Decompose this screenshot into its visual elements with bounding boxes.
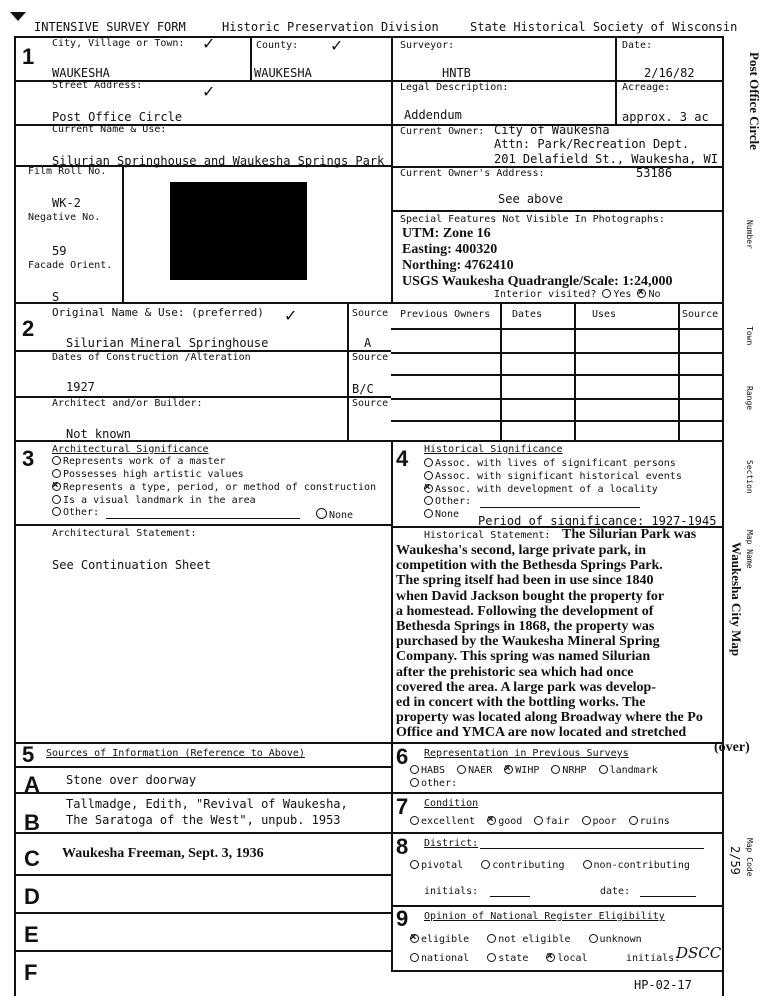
radio-local[interactable] <box>546 953 555 962</box>
district-initials-label: initials: <box>424 886 479 897</box>
source-header: Source <box>682 309 719 320</box>
radio-wihp[interactable] <box>504 765 513 774</box>
legal-label: Legal Description: <box>400 82 509 93</box>
dates-construction-value: 1927 <box>66 380 95 394</box>
street-label: Street Address: <box>52 80 143 91</box>
street-value: Post Office Circle <box>52 110 183 124</box>
acreage-value: approx. 3 ac <box>622 110 709 124</box>
radio-state[interactable] <box>487 953 496 962</box>
source-2: B/C <box>352 382 374 396</box>
side-range-label: Range <box>745 386 754 411</box>
negative-label: Negative No. <box>28 212 101 223</box>
district-options: pivotal contributing non-contributing <box>410 860 690 871</box>
surveyor-value: HNTB <box>442 66 471 80</box>
radio-ruins[interactable] <box>629 816 638 825</box>
hist-statement-line: Office and YMCA are now located and stretched <box>396 725 687 741</box>
hist-statement-line: when David Jackson bought the property for <box>396 588 665 604</box>
radio-events[interactable] <box>424 471 433 480</box>
surveys-other: other: <box>410 778 457 789</box>
source-label: Source <box>352 308 389 319</box>
radio-noncontributing[interactable] <box>583 860 592 869</box>
source-letter-f: F <box>24 960 38 985</box>
arch-option: Possesses high artistic values <box>52 469 244 480</box>
section-6-number: 6 <box>396 744 409 769</box>
surveys-options: HABS NAER × WIHP NRHP landmark <box>410 765 658 776</box>
radio-landmark[interactable] <box>599 765 608 774</box>
check-mark-icon: ✓ <box>202 34 216 53</box>
society: State Historical Society of Wisconsin <box>470 20 738 34</box>
source-label: Source <box>352 398 389 409</box>
district-date-label: date: <box>600 886 631 897</box>
dates-construction-label: Dates of Construction /Alteration <box>52 352 251 363</box>
radio-artistic[interactable] <box>52 469 61 478</box>
radio-national[interactable] <box>410 953 419 962</box>
facade-label: Facade Orient. <box>28 260 113 271</box>
county-value: WAUKESHA <box>254 66 312 80</box>
interior-label: Interior visited? Yes × No <box>494 289 661 300</box>
radio-other[interactable] <box>52 507 61 516</box>
date-label: Date: <box>622 40 653 51</box>
check-mark-icon: ✓ <box>202 82 216 101</box>
arch-option: Is a visual landmark in the area <box>52 495 256 506</box>
arch-statement-text: See Continuation Sheet <box>52 558 211 572</box>
section-2-number: 2 <box>22 316 35 341</box>
owner-line-1: City of Waukesha <box>494 123 610 137</box>
side-map-name: Waukesha City Map <box>729 542 744 657</box>
architect-value: Not known <box>66 427 132 441</box>
section-9-number: 9 <box>396 906 409 931</box>
sources-title: Sources of Information (Reference to Above) <box>46 748 305 759</box>
radio-yes[interactable] <box>602 289 611 298</box>
facade-value: S <box>52 290 60 304</box>
date-value: 2/16/82 <box>644 66 695 80</box>
side-map-code-label: Map Code <box>745 838 754 877</box>
hist-statement-line: competition with the Bethesda Springs Park. <box>396 558 663 574</box>
section-7-number: 7 <box>396 794 409 819</box>
hist-statement-line: The spring itself had been in use since 1840 <box>396 573 654 589</box>
owner-line-3: 201 Delafield St., Waukesha, WI <box>494 152 718 166</box>
side-section-label: Section <box>745 460 754 494</box>
radio-survey-other[interactable] <box>410 778 419 787</box>
radio-habs[interactable] <box>410 765 419 774</box>
radio-fair[interactable] <box>534 816 543 825</box>
easting: Easting: 400320 <box>402 242 498 257</box>
radio-pivotal[interactable] <box>410 860 419 869</box>
check-mark-icon: ✓ <box>330 36 344 55</box>
hist-option: Other: <box>424 496 471 507</box>
hist-option: ×Assoc. with development of a locality <box>424 484 658 495</box>
section-4-number: 4 <box>396 446 409 471</box>
original-name-value: Silurian Mineral Springhouse <box>66 336 269 350</box>
surveys-title: Representation in Previous Surveys <box>424 748 629 759</box>
photograph <box>170 182 307 280</box>
current-name-label: Current Name & Use: <box>52 124 167 135</box>
architect-label: Architect and/or Builder: <box>52 398 203 409</box>
arch-significance-title: Architectural Significance <box>52 444 209 455</box>
current-name-value: Silurian Springhouse and Waukesha Springs Park <box>52 154 385 168</box>
radio-contributing[interactable] <box>481 860 490 869</box>
owner-address-value: See above <box>498 192 564 206</box>
radio-naer[interactable] <box>457 765 466 774</box>
source-b-line-2: The Saratoga of the West", unpub. 1953 <box>66 813 341 827</box>
hist-statement-line: Company. This spring was named Silurian <box>396 649 651 665</box>
radio-hist-other[interactable] <box>424 496 433 505</box>
side-map-code: 2/59 <box>728 846 742 875</box>
northing: Northing: 4762410 <box>402 258 514 273</box>
source-letter-b: B <box>24 810 40 835</box>
eligibility-initials-label: initials: <box>626 953 681 964</box>
side-number-label: Number <box>745 220 754 249</box>
arch-option: ×Represents a type, period, or method of construction <box>52 482 376 493</box>
acreage-label: Acreage: <box>622 82 671 93</box>
hist-statement-label: Historical Statement: <box>424 530 551 541</box>
source-a-text: Stone over doorway <box>66 773 197 787</box>
radio-eligible[interactable] <box>410 934 419 943</box>
hist-statement-body <box>396 543 726 741</box>
hist-statement-line: ed in concert with the bottling works. The <box>396 695 646 711</box>
hist-none: None <box>424 509 459 520</box>
source-label: Source <box>352 352 389 363</box>
source-b-line-1: Tallmadge, Edith, "Revival of Waukesha, <box>66 797 348 811</box>
source-c-text: Waukesha Freeman, Sept. 3, 1936 <box>62 846 264 861</box>
source-letter-a: A <box>24 772 40 797</box>
radio-none[interactable] <box>316 508 327 519</box>
hist-statement-line: Waukesha's second, large private park, in <box>396 543 647 558</box>
film-value: WK-2 <box>52 196 81 210</box>
county-label: County: <box>256 40 299 51</box>
special-features-label: Special Features Not Visible In Photographs: <box>400 214 665 225</box>
condition-options: excellent × good fair poor ruins <box>410 816 670 827</box>
side-town-label: Town <box>745 326 754 346</box>
check-mark-icon: ✓ <box>284 306 298 325</box>
arch-statement-label: Architectural Statement: <box>52 528 197 539</box>
owner-line-2: Attn: Park/Recreation Dept. <box>494 137 690 151</box>
form-number: HP-02-17 <box>634 978 692 992</box>
owner-zip: 53186 <box>636 166 673 180</box>
hist-statement-line: purchased by the Waukesha Mineral Spring <box>396 634 660 650</box>
section-8-number: 8 <box>396 834 409 859</box>
hist-option: Assoc. with significant historical events <box>424 471 682 482</box>
owner-address-label: Current Owner's Address: <box>400 168 545 179</box>
division: Historic Preservation Division <box>222 20 439 34</box>
hist-significance-title: Historical Significance <box>424 444 563 455</box>
source-letter-e: E <box>24 922 39 947</box>
eligibility-options: ×eligible not eligible unknown <box>410 934 642 945</box>
source-1: A <box>364 336 372 350</box>
radio-hist-none[interactable] <box>424 509 433 518</box>
initials-signature: DSCC <box>676 944 722 962</box>
radio-landmark[interactable] <box>52 495 61 504</box>
eligibility-title: Opinion of National Register Eligibility <box>424 911 665 922</box>
hist-statement-line: a homestead. Following the development of <box>396 603 654 619</box>
negative-value: 59 <box>52 244 67 258</box>
side-map-name-label: Map Name <box>745 530 754 569</box>
radio-good[interactable] <box>487 816 496 825</box>
radio-poor[interactable] <box>582 816 591 825</box>
period-of-significance: Period of significance: 1927-1945 <box>478 514 717 528</box>
city-value: WAUKESHA <box>52 66 110 80</box>
radio-persons[interactable] <box>424 458 433 467</box>
owner-label: Current Owner: <box>400 126 485 137</box>
dates-header: Dates <box>512 309 543 320</box>
arch-none: None <box>316 508 353 521</box>
uses-header: Uses <box>592 309 617 320</box>
radio-master[interactable] <box>52 456 61 465</box>
header-flag-icon <box>10 12 26 21</box>
radio-no[interactable] <box>637 289 646 298</box>
hist-statement-line: Bethesda Springs in 1868, the property was <box>396 619 655 635</box>
source-letter-d: D <box>24 884 40 909</box>
usgs: USGS Waukesha Quadrangle/Scale: 1:24,000 <box>402 274 673 289</box>
eligibility-level: national state × local <box>410 953 588 964</box>
side-post-office: Post Office Circle <box>747 52 762 150</box>
section-5-number: 5 <box>22 742 35 767</box>
surveyor-label: Surveyor: <box>400 40 455 51</box>
city-label: City, Village or Town: <box>52 38 185 49</box>
section-1-number: 1 <box>22 44 35 69</box>
over-note: (over) <box>714 740 750 755</box>
arch-option: Represents work of a master <box>52 456 226 467</box>
radio-excellent[interactable] <box>410 816 419 825</box>
hist-option: Assoc. with lives of significant persons <box>424 458 676 469</box>
district-label: District: <box>424 838 479 849</box>
original-name-label: Original Name & Use: (preferred) <box>52 306 264 319</box>
hist-statement-line: after the prehistoric sea which had once <box>396 664 634 680</box>
hist-statement-line: property was located along Broadway where the Po <box>396 710 703 726</box>
radio-unknown[interactable] <box>589 934 598 943</box>
source-letter-c: C <box>24 846 40 871</box>
hist-statement-line: covered the area. A large park was develop- <box>396 679 657 695</box>
radio-locality[interactable] <box>424 484 433 493</box>
arch-option: Other: <box>52 507 99 518</box>
film-label: Film Roll No. <box>28 166 107 177</box>
radio-type[interactable] <box>52 482 61 491</box>
previous-owners-header: Previous Owners <box>400 309 491 320</box>
section-3-number: 3 <box>22 446 35 471</box>
utm: UTM: Zone 16 <box>402 226 491 241</box>
radio-not-eligible[interactable] <box>487 934 496 943</box>
legal-value: Addendum <box>404 108 462 122</box>
radio-nrhp[interactable] <box>551 765 560 774</box>
condition-title: Condition <box>424 798 479 809</box>
hist-statement-first: The Silurian Park was <box>562 527 697 542</box>
form-title: INTENSIVE SURVEY FORM <box>34 20 186 34</box>
